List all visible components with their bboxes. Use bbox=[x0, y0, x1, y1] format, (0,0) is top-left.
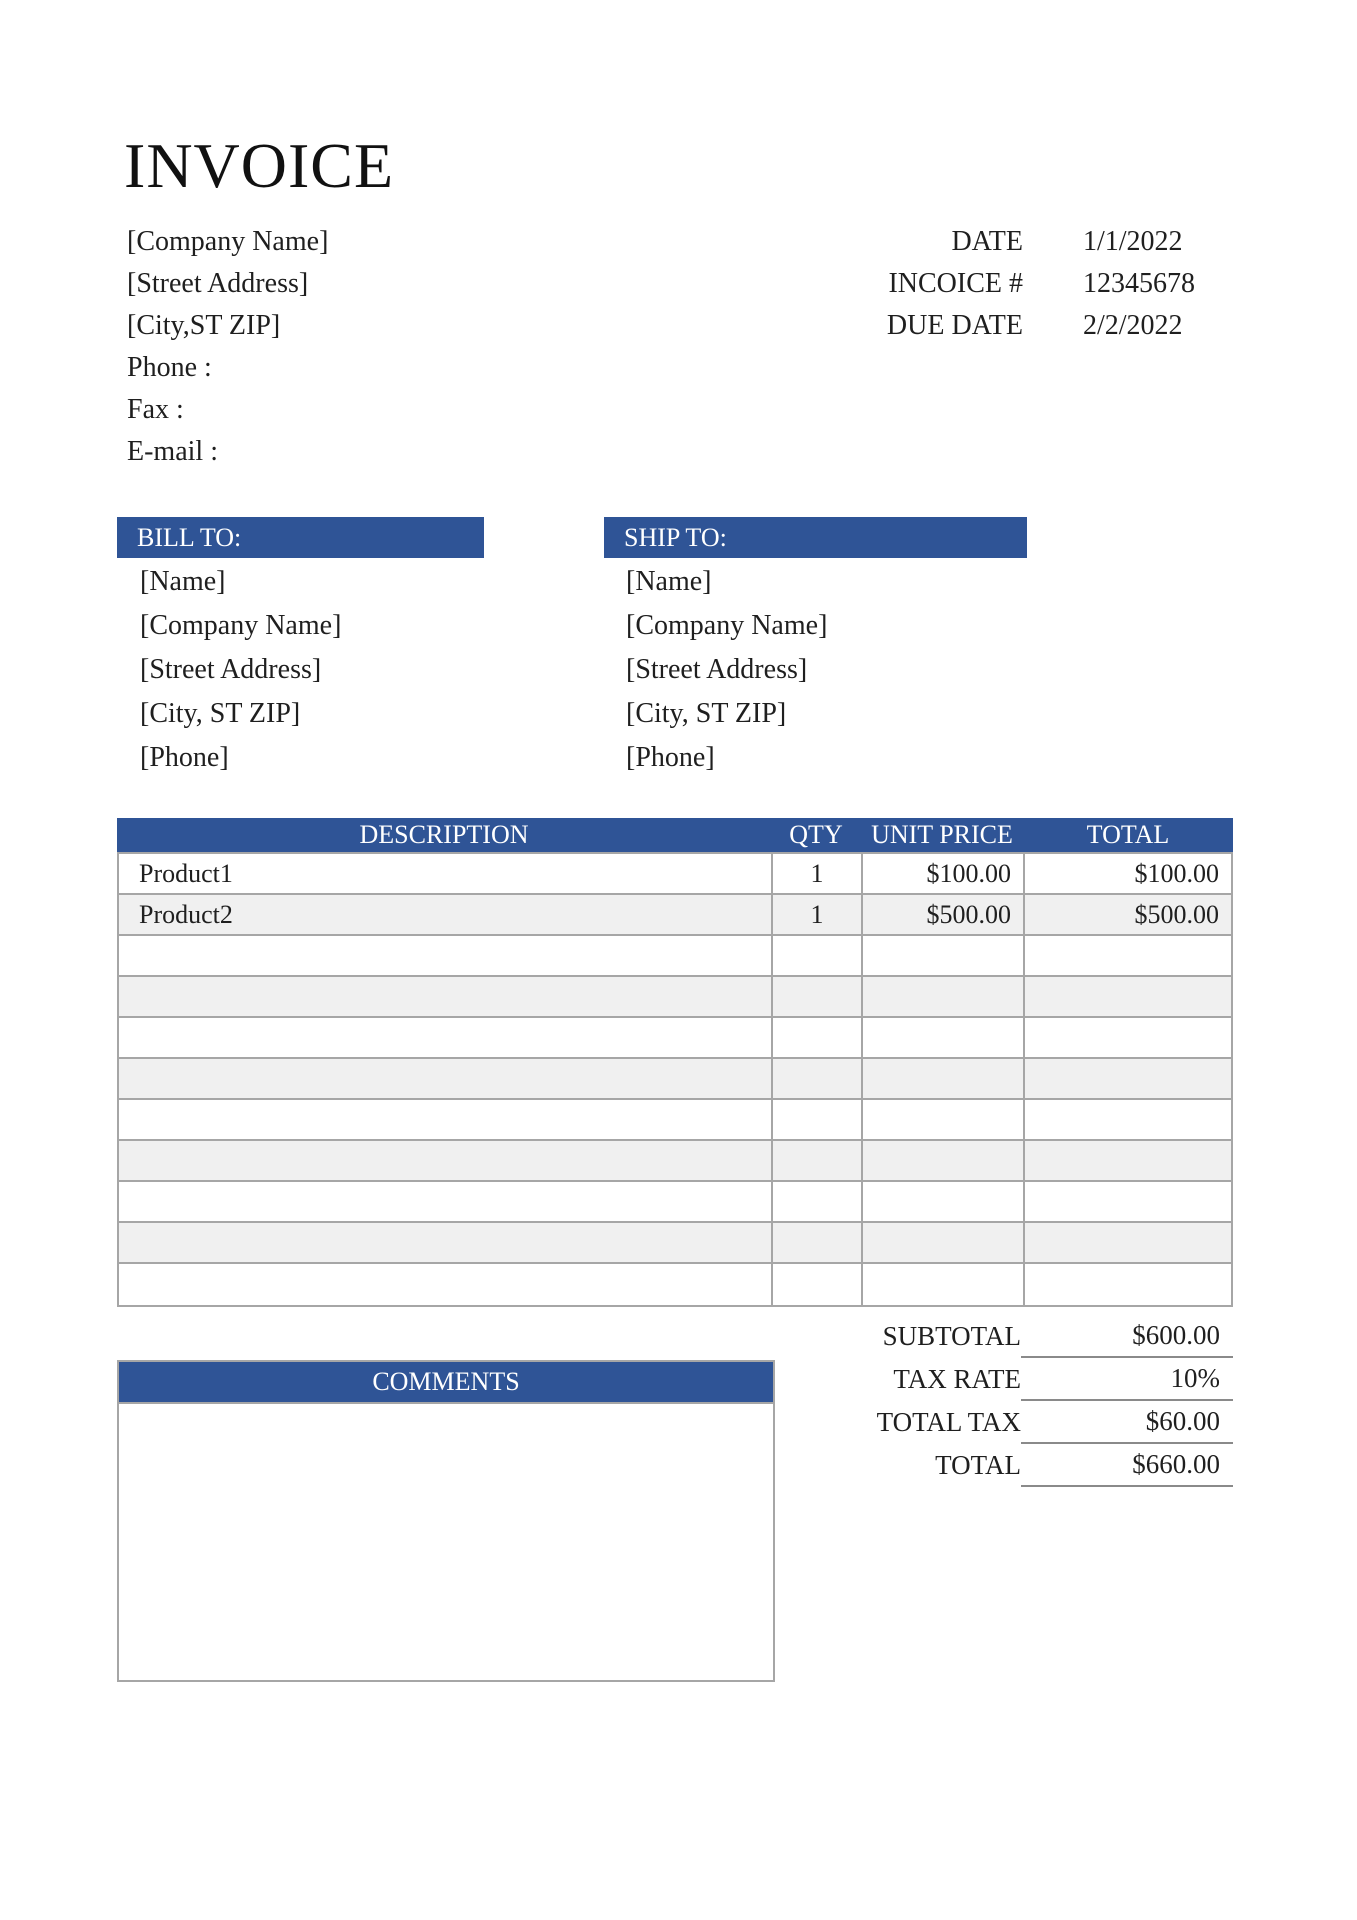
company-info-line: Phone : bbox=[127, 352, 212, 383]
table-cell bbox=[119, 977, 773, 1016]
table-cell bbox=[863, 1018, 1025, 1057]
ship-to-header-bar bbox=[604, 517, 1027, 558]
table-cell bbox=[119, 1182, 773, 1221]
table-cell bbox=[119, 936, 773, 975]
totals-block bbox=[775, 1315, 1233, 1487]
table-cell: 1 bbox=[773, 895, 863, 934]
totals-value: $660.00 bbox=[1021, 1444, 1233, 1487]
table-cell bbox=[773, 977, 863, 1016]
table-row bbox=[119, 1141, 1231, 1182]
table-cell bbox=[863, 977, 1025, 1016]
totals-label: TOTAL TAX bbox=[876, 1407, 1021, 1437]
line-items-table-body bbox=[117, 852, 1233, 1307]
table-cell: $500.00 bbox=[863, 895, 1025, 934]
table-cell bbox=[863, 1223, 1025, 1262]
column-header-unit-price: UNIT PRICE bbox=[871, 820, 1013, 849]
table-cell bbox=[119, 1264, 773, 1305]
table-row bbox=[119, 1182, 1231, 1223]
table-cell bbox=[773, 1182, 863, 1221]
table-cell bbox=[119, 1100, 773, 1139]
totals-row bbox=[775, 1444, 1233, 1487]
comments-box-body bbox=[119, 1404, 773, 1680]
totals-label: SUBTOTAL bbox=[882, 1321, 1021, 1351]
table-cell bbox=[1025, 1264, 1231, 1305]
ship-to-line: [City, ST ZIP] bbox=[626, 698, 787, 729]
bill-to-line: [Name] bbox=[140, 566, 226, 597]
bill-to-line: [Company Name] bbox=[140, 610, 342, 641]
table-cell bbox=[773, 1059, 863, 1098]
bill-to-line: [Phone] bbox=[140, 742, 229, 773]
table-cell bbox=[1025, 977, 1231, 1016]
table-row bbox=[119, 1264, 1231, 1305]
company-info-block bbox=[127, 221, 328, 473]
table-cell bbox=[773, 1100, 863, 1139]
table-row bbox=[119, 854, 1231, 895]
bill-to-header-bar bbox=[117, 517, 484, 558]
meta-value: 2/2/2022 bbox=[1083, 310, 1183, 341]
table-cell bbox=[773, 1264, 863, 1305]
table-cell bbox=[119, 1059, 773, 1098]
table-cell bbox=[1025, 1182, 1231, 1221]
table-cell bbox=[119, 1141, 773, 1180]
column-header-total: TOTAL bbox=[1086, 820, 1170, 849]
totals-row bbox=[775, 1315, 1233, 1358]
comments-section bbox=[117, 1360, 775, 1682]
table-cell bbox=[1025, 1018, 1231, 1057]
totals-value: $60.00 bbox=[1021, 1401, 1233, 1444]
table-cell bbox=[773, 1223, 863, 1262]
table-cell bbox=[773, 936, 863, 975]
table-row bbox=[119, 1018, 1231, 1059]
bill-to-line: [Street Address] bbox=[140, 654, 322, 685]
company-info-line: Fax : bbox=[127, 394, 184, 425]
column-header-qty: QTY bbox=[789, 820, 843, 849]
table-cell: $500.00 bbox=[1134, 899, 1219, 929]
ship-to-header-label: SHIP TO: bbox=[624, 523, 727, 552]
ship-to-line: [Company Name] bbox=[626, 610, 828, 641]
meta-value: 12345678 bbox=[1083, 268, 1195, 299]
table-cell bbox=[119, 1223, 773, 1262]
table-cell bbox=[1025, 936, 1231, 975]
table-row bbox=[119, 977, 1231, 1018]
table-cell bbox=[863, 936, 1025, 975]
totals-value: 10% bbox=[1021, 1358, 1233, 1401]
invoice-meta-block bbox=[700, 221, 1220, 347]
meta-label: DATE bbox=[951, 226, 1023, 257]
meta-row bbox=[700, 263, 1220, 305]
bill-to-header-label: BILL TO: bbox=[137, 523, 242, 552]
line-items-table-header bbox=[117, 818, 1233, 852]
bill-to-address-list bbox=[140, 560, 341, 780]
meta-value: 1/1/2022 bbox=[1083, 226, 1183, 257]
ship-to-line: [Name] bbox=[626, 566, 712, 597]
table-cell bbox=[863, 1264, 1025, 1305]
line-items-table bbox=[117, 818, 1233, 1307]
table-cell bbox=[863, 1182, 1025, 1221]
bill-to-line: [City, ST ZIP] bbox=[140, 698, 301, 729]
company-info-line: E-mail : bbox=[127, 436, 218, 467]
ship-to-address-list bbox=[626, 560, 827, 780]
meta-label: DUE DATE bbox=[886, 310, 1023, 341]
table-row bbox=[119, 1059, 1231, 1100]
table-cell bbox=[773, 1141, 863, 1180]
company-info-line: [Company Name] bbox=[127, 226, 329, 257]
meta-label: INCOICE # bbox=[888, 268, 1023, 299]
table-cell bbox=[1025, 1059, 1231, 1098]
meta-row bbox=[700, 305, 1220, 347]
table-cell: Product2 bbox=[119, 895, 773, 934]
totals-label: TAX RATE bbox=[893, 1364, 1021, 1394]
comments-header-label: COMMENTS bbox=[372, 1367, 520, 1396]
table-cell bbox=[1025, 1223, 1231, 1262]
table-cell: $100.00 bbox=[863, 854, 1025, 893]
company-info-line: [City,ST ZIP] bbox=[127, 310, 281, 341]
totals-label: TOTAL bbox=[935, 1450, 1021, 1480]
ship-to-line: [Street Address] bbox=[626, 654, 808, 685]
table-cell bbox=[863, 1059, 1025, 1098]
meta-row bbox=[700, 221, 1220, 263]
table-cell: $100.00 bbox=[1134, 858, 1219, 888]
table-row bbox=[119, 936, 1231, 977]
table-cell bbox=[1025, 1100, 1231, 1139]
table-row bbox=[119, 1100, 1231, 1141]
company-info-line: [Street Address] bbox=[127, 268, 309, 299]
page-title: INVOICE bbox=[124, 130, 395, 201]
totals-row bbox=[775, 1358, 1233, 1401]
comments-header-bar bbox=[119, 1362, 773, 1404]
table-cell bbox=[863, 1141, 1025, 1180]
table-cell bbox=[773, 1018, 863, 1057]
table-cell: 1 bbox=[773, 854, 863, 893]
table-cell bbox=[863, 1100, 1025, 1139]
table-row bbox=[119, 895, 1231, 936]
column-header-description: DESCRIPTION bbox=[359, 820, 529, 849]
table-cell: Product1 bbox=[119, 854, 773, 893]
table-row bbox=[119, 1223, 1231, 1264]
ship-to-line: [Phone] bbox=[626, 742, 715, 773]
table-cell bbox=[1025, 1141, 1231, 1180]
totals-row bbox=[775, 1401, 1233, 1444]
table-cell bbox=[119, 1018, 773, 1057]
totals-value: $600.00 bbox=[1021, 1315, 1233, 1358]
